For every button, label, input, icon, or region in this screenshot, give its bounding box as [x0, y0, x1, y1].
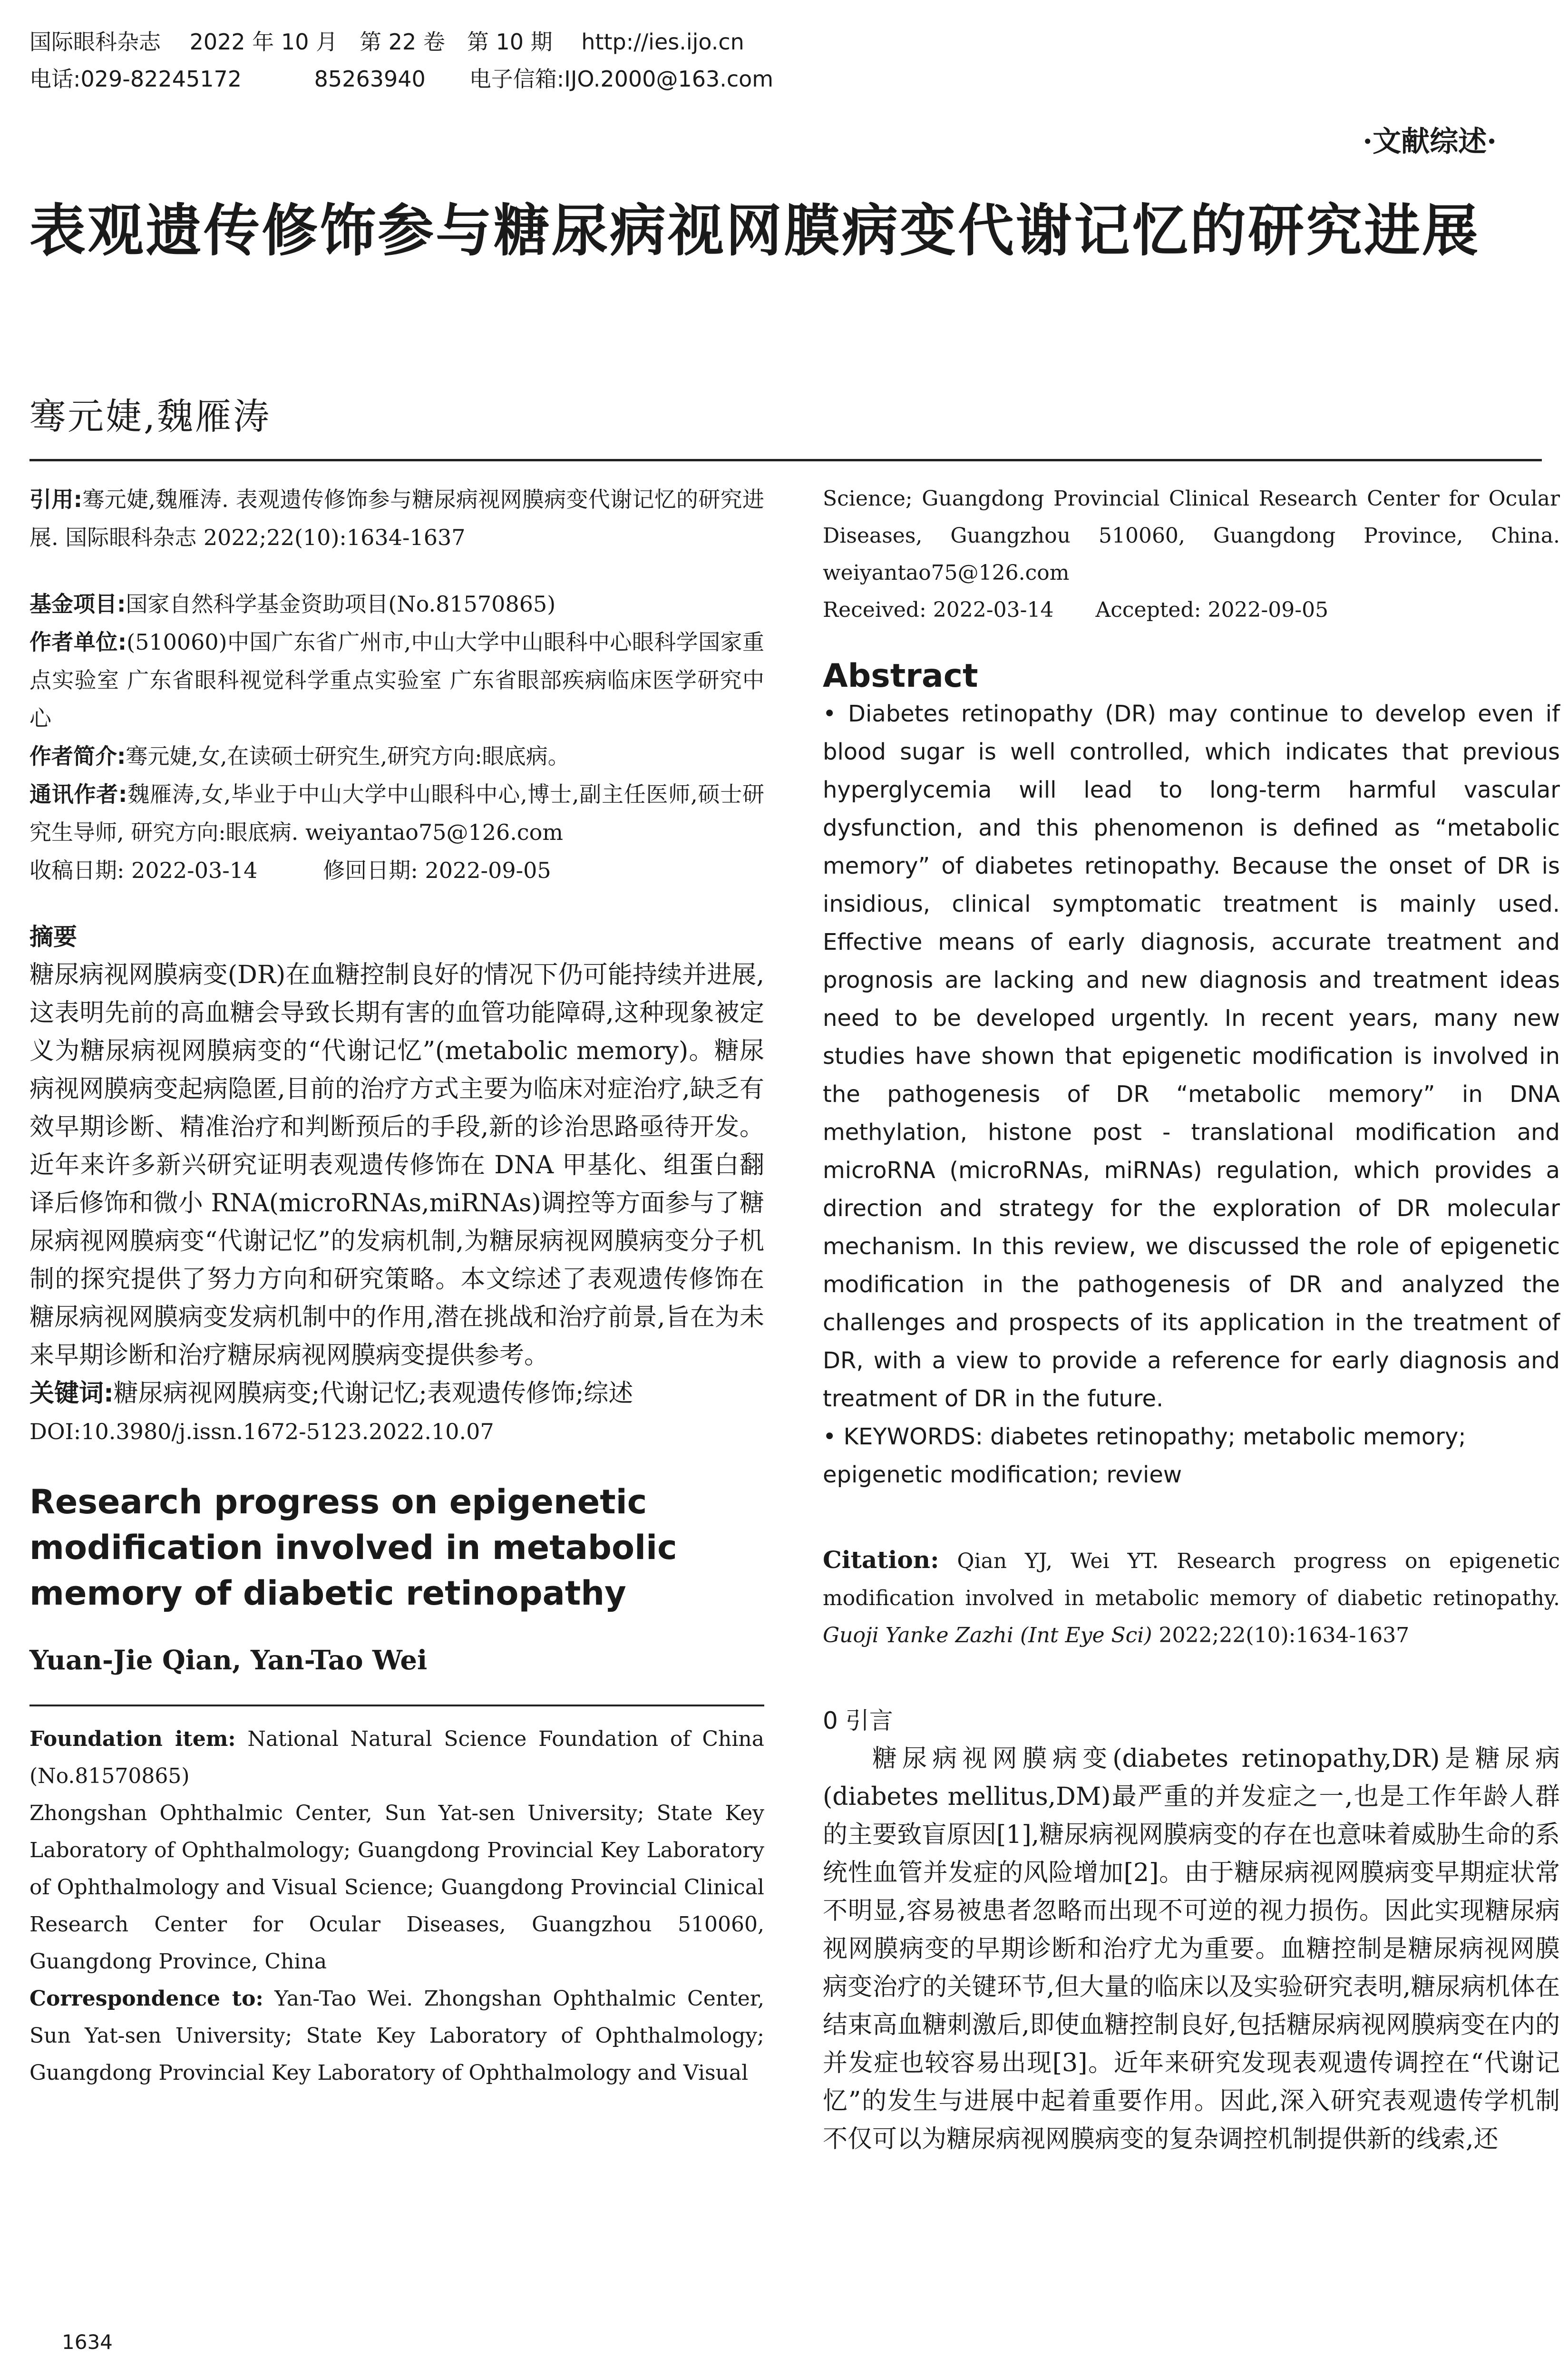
citation-cn	[29, 480, 764, 556]
correspondence-en-label: Correspondence to:	[29, 1987, 263, 2011]
article-authors: 骞元婕,魏雁涛	[29, 395, 272, 438]
foundation-en-text: National Natural Science Foundation of China (No.81570865)	[29, 1727, 764, 1788]
correspondence-en-continued: Science; Guangdong Provincial Clinical Research Center for Ocular Diseases, Guangzhou 510060, Guangdong Province, China. weiyantao75@126.com	[823, 487, 1560, 585]
intro-text: 糖尿病视网膜病变(diabetes retinopathy,DR)是糖尿病(diabetes mellitus,DM)最严重的并发症之一,也是工作年龄人群的主要致盲原因[1],糖尿病视网膜病变的存在也意味着威胁生命的系统性血管并发症的风险增加[2]。由于糖尿病视网膜病变早期症状常不明显,容易被患者忽略而出现不可逆的视力损伤。因此实现糖尿病视网膜病变的早期诊断和治疗尤为重要。血糖控制是糖尿病视网膜病变治疗的关键环节,但大量的临床以及实验研究表明,糖尿病机体在结束高血糖刺激后,即使血糖控制良好,包括糖尿病视网膜病变在内的并发症也较容易出现[3]。近年来研究发现表观遗传调控在“代谢记忆”的发生与进展中起着重要作用。因此,深入研究表观遗传学机制不仅可以为糖尿病视网膜病变的复杂调控机制提供新的线索,还	[823, 1744, 1560, 2153]
citation-cn-label: 引用:	[29, 487, 83, 512]
keywords-cn-text: 糖尿病视网膜病变;代谢记忆;表观遗传修饰;综述	[113, 1379, 633, 1408]
affiliation-en: Zhongshan Ophthalmic Center, Sun Yat-sen University; State Key Laboratory of Ophthalmology; Guangdong Provincial Key Laboratory of Ophthalmology and Visual Science; Guangdong Provincial Clinical Research Center for Ocular Diseases, Guangzhou 510060, Guangdong Province, China	[29, 1801, 764, 1974]
left-column	[29, 480, 764, 2092]
intro-heading: 0 引言	[823, 1707, 893, 1734]
correspondence-cn-label: 通讯作者:	[29, 781, 127, 807]
section-tag: ·文献综述·	[1363, 125, 1497, 158]
affiliation-cn	[29, 623, 764, 737]
fund-cn-text: 国家自然科学基金资助项目(No.81570865)	[126, 591, 556, 617]
affiliation-cn-label: 作者单位:	[29, 629, 127, 655]
affiliation-cn-text: (510060)中国广东省广州市,中山大学中山眼科中心眼科学国家重点实验室 广东省眼科视觉科学重点实验室 广东省眼部疾病临床医学研究中心	[29, 629, 764, 731]
citation-en-label: Citation:	[823, 1546, 939, 1574]
citation-en-journal: Guoji Yanke Zazhi (Int Eye Sci)	[823, 1623, 1152, 1647]
abstract-cn-text: 糖尿病视网膜病变(DR)在血糖控制良好的情况下仍可能持续并进展,这表明先前的高血糖会导致长期有害的血管功能障碍,这种现象被定义为糖尿病视网膜病变的“代谢记忆”(metabolic memory)。糖尿病视网膜病变起病隐匿,目前的治疗方式主要为临床对症治疗,缺乏有效早期诊断、精准治疗和判断预后的手段,新的诊治思路亟待开发。近年来许多新兴研究证明表观遗传修饰在 DNA 甲基化、组蛋白翻译后修饰和微小 RNA(microRNAs,miRNAs)调控等方面参与了糖尿病视网膜病变“代谢记忆”的发病机制,为糖尿病视网膜病变分子机制的探究提供了努力方向和研究策略。本文综述了表观遗传修饰在糖尿病视网膜病变发病机制中的作用,潜在挑战和治疗前景,旨在为未来早期诊断和治疗糖尿病视网膜病变提供参考。	[29, 961, 764, 1370]
dates-cn: 收稿日期: 2022-03-14 修回日期: 2022-09-05	[29, 857, 551, 883]
page-number: 1634	[62, 2330, 113, 2354]
fund-cn-label: 基金项目:	[29, 591, 126, 617]
english-title: Research progress on epigenetic modification involved in metabolic memory of diabetic retinopathy	[29, 1482, 677, 1613]
abstract-cn-heading: 摘要	[29, 923, 77, 951]
abstract-en-heading: Abstract	[823, 657, 978, 695]
keywords-cn-label: 关键词:	[29, 1379, 114, 1408]
article-title: 表观遗传修饰参与糖尿病视网膜病变代谢记忆的研究进展	[29, 198, 1480, 263]
abstract-en-text: • Diabetes retinopathy (DR) may continue to develop even if blood sugar is well controlled, which indicates that previous hyperglycemia will lead to long-term harmful vascular dysfunction, and this phenomenon is defined as “metabolic memory” of diabetes retinopathy. Because the onset of DR is insidious, clinical symptomatic treatment is mainly used. Effective means of early diagnosis, accurate treatment and prognosis are lacking and new diagnosis and treatment ideas need to be developed urgently. In recent years, many new studies have shown that epigenetic modification is involved in the pathogenesis of DR “metabolic memory” in DNA methylation, histone post - translational modification and microRNA (microRNAs, miRNAs) regulation, which provides a direction and strategy for the exploration of DR molecular mechanism. In this review, we discussed the role of epigenetic modification in the pathogenesis of DR and analyzed the challenges and prospects of its application in the treatment of DR, with a view to provide a reference for early diagnosis and treatment of DR in the future.	[823, 701, 1560, 1412]
citation-cn-text: 骞元婕,魏雁涛. 表观遗传修饰参与糖尿病视网膜病变代谢记忆的研究进展. 国际眼科杂志 2022;22(10):1634-1637	[29, 487, 764, 550]
keywords-en: • KEYWORDS: diabetes retinopathy; metabolic memory; epigenetic modification; review	[823, 1423, 1466, 1488]
bio-cn	[29, 737, 764, 775]
correspondence-en-text: Yan-Tao Wei. Zhongshan Ophthalmic Center, Sun Yat-sen University; State Key Laboratory of Ophthalmology; Guangdong Provincial Key Laboratory of Ophthalmology and Visual	[29, 1987, 764, 2085]
foundation-en	[29, 1721, 764, 1795]
journal-header-line1: 国际眼科杂志 2022 年 10 月 第 22 卷 第 10 期 http://ies.ijo.cn	[29, 29, 744, 55]
top-divider	[29, 459, 1542, 461]
citation-en-tail: 2022;22(10):1634-1637	[1159, 1623, 1410, 1647]
received-accepted: Received: 2022-03-14 Accepted: 2022-09-05	[823, 598, 1329, 622]
correspondence-cn-text: 魏雁涛,女,毕业于中山大学中山眼科中心,博士,副主任医师,硕士研究生导师, 研究方向:眼底病. weiyantao75@126.com	[29, 781, 764, 845]
fund-cn	[29, 585, 764, 623]
foundation-en-label: Foundation item:	[29, 1727, 236, 1751]
bio-cn-text: 骞元婕,女,在读硕士研究生,研究方向:眼底病。	[126, 743, 570, 769]
citation-en	[823, 1541, 1560, 1654]
journal-header-line2: 电话:029-82245172 85263940 电子信箱:IJO.2000@163.com	[29, 66, 774, 92]
correspondence-cn	[29, 775, 764, 851]
keywords-cn	[29, 1374, 764, 1413]
english-authors: Yuan-Jie Qian, Yan-Tao Wei	[29, 1645, 428, 1676]
correspondence-en	[29, 1980, 764, 2092]
doi: DOI:10.3980/j.issn.1672-5123.2022.10.07	[29, 1419, 494, 1444]
citation-en-text: Qian YJ, Wei YT. Research progress on epigenetic modification involved in metabolic memory of diabetic retinopathy.	[823, 1549, 1560, 1610]
right-column	[823, 480, 1560, 2158]
bio-cn-label: 作者简介:	[29, 743, 126, 769]
